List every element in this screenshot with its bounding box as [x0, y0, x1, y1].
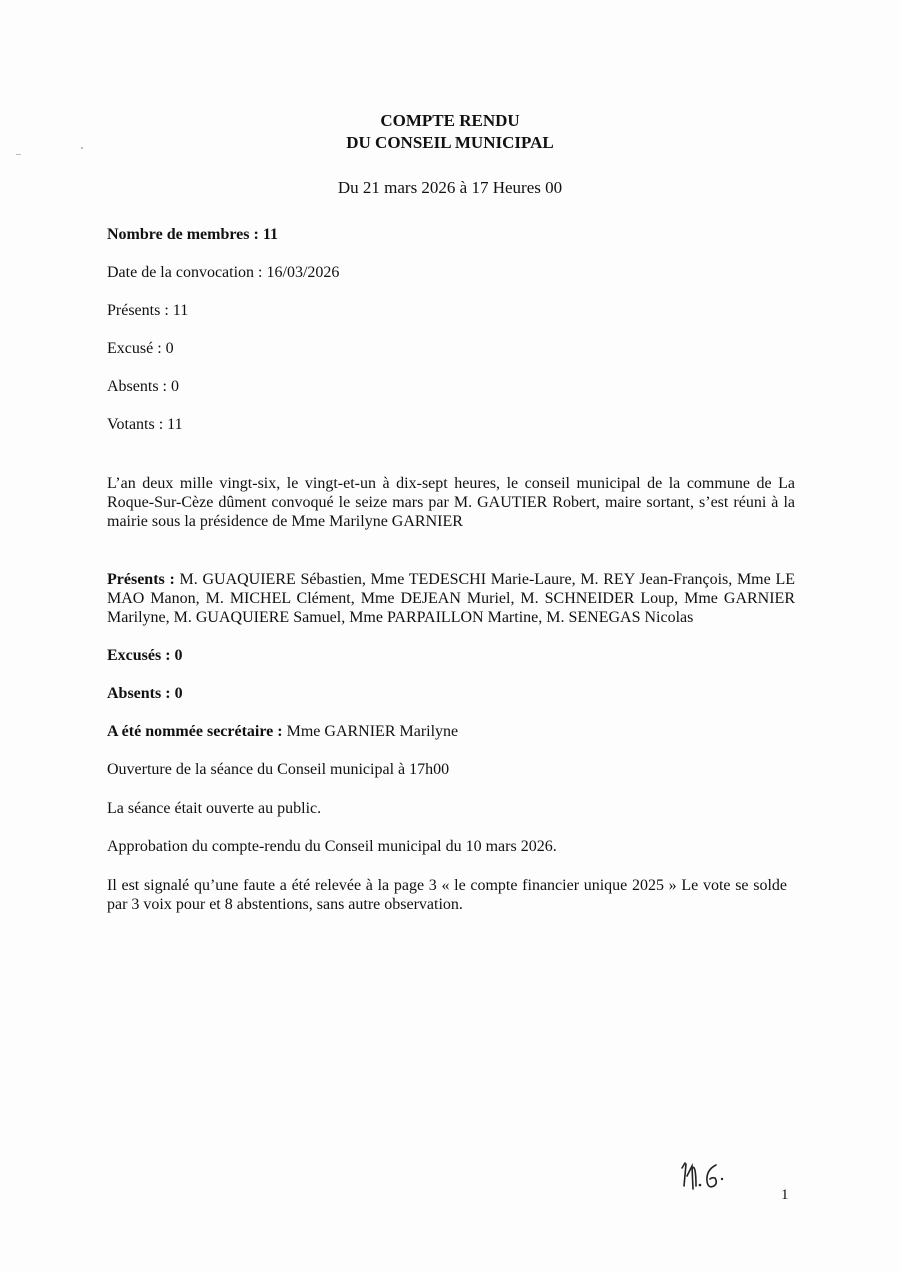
convocation-value: 16/03/2026: [266, 264, 340, 281]
convocation-label: Date de la convocation :: [107, 264, 267, 281]
votants-count: [107, 415, 183, 434]
title-line-2: DU CONSEIL MUNICIPAL: [346, 133, 554, 152]
page-number: 1: [781, 1187, 789, 1203]
excuse-count-value: 0: [165, 340, 174, 357]
absents-count-value: 0: [171, 378, 179, 395]
excuses-label: Excusés : 0: [107, 647, 183, 664]
members-label: Nombre de membres :: [107, 226, 263, 243]
presents-list-label: Présents :: [107, 571, 180, 588]
absents-count-label: Absents :: [107, 378, 171, 395]
excuse-count: [107, 339, 174, 358]
meeting-date: Du 21 mars 2026 à 17 Heures 00: [337, 178, 563, 197]
handwritten-initials-signature: [676, 1156, 736, 1196]
absents-count: [107, 377, 179, 396]
secretary-name: Mme GARNIER Marilyne: [286, 723, 459, 740]
presents-paragraph: [107, 570, 795, 627]
members-value: 11: [262, 226, 278, 243]
vote-note-paragraph: Il est signalé qu’une faute a été relevée à la page 3 « le compte financier unique 2025 » Le vote se solde par 3 voix pour et 8 abstentions, sans autre observation.: [107, 877, 787, 913]
presents-count-label: Présents :: [107, 302, 173, 319]
title-line-1: COMPTE RENDU: [380, 111, 520, 130]
votants-count-value: 11: [167, 416, 183, 433]
convocation-date: [107, 263, 339, 282]
approval-line: Approbation du compte-rendu du Conseil municipal du 10 mars 2026.: [107, 838, 557, 855]
secretary-label: A été nommée secrétaire :: [107, 723, 287, 740]
presents-list: M. GUAQUIERE Sébastien, Mme TEDESCHI Marie-Laure, M. REY Jean-François, Mme LE MAO Manon, M. MICHEL Clément, Mme DEJEAN Muriel, M. SCHNEIDER Loup, Mme GARNIER Marilyne, M. GUAQUIERE Samuel, Mme PARPAILLON Martine, M. SENEGAS Nicolas: [107, 571, 795, 626]
scan-speck: [16, 154, 21, 155]
presents-count: [107, 301, 188, 320]
public-line: La séance était ouverte au public.: [107, 800, 322, 817]
opening-line: Ouverture de la séance du Conseil municipal à 17h00: [107, 761, 450, 778]
members-count: [107, 225, 278, 244]
absents-line: [107, 684, 183, 703]
absents-label: Absents : 0: [107, 685, 183, 702]
excuses-line: [107, 646, 183, 665]
intro-paragraph: L’an deux mille vingt-six, le vingt-et-un à dix-sept heures, le conseil municipal de la commune de La Roque-Sur-Cèze dûment convoqué le seize mars par M. GAUTIER Robert, maire sortant, s’est réuni à la mairie sous la présidence de Mme Marilyne GARNIER: [107, 475, 795, 530]
secretary-line: [107, 722, 458, 741]
votants-count-label: Votants :: [107, 416, 168, 433]
excuse-count-label: Excusé :: [107, 340, 166, 357]
presents-count-value: 11: [172, 302, 189, 319]
